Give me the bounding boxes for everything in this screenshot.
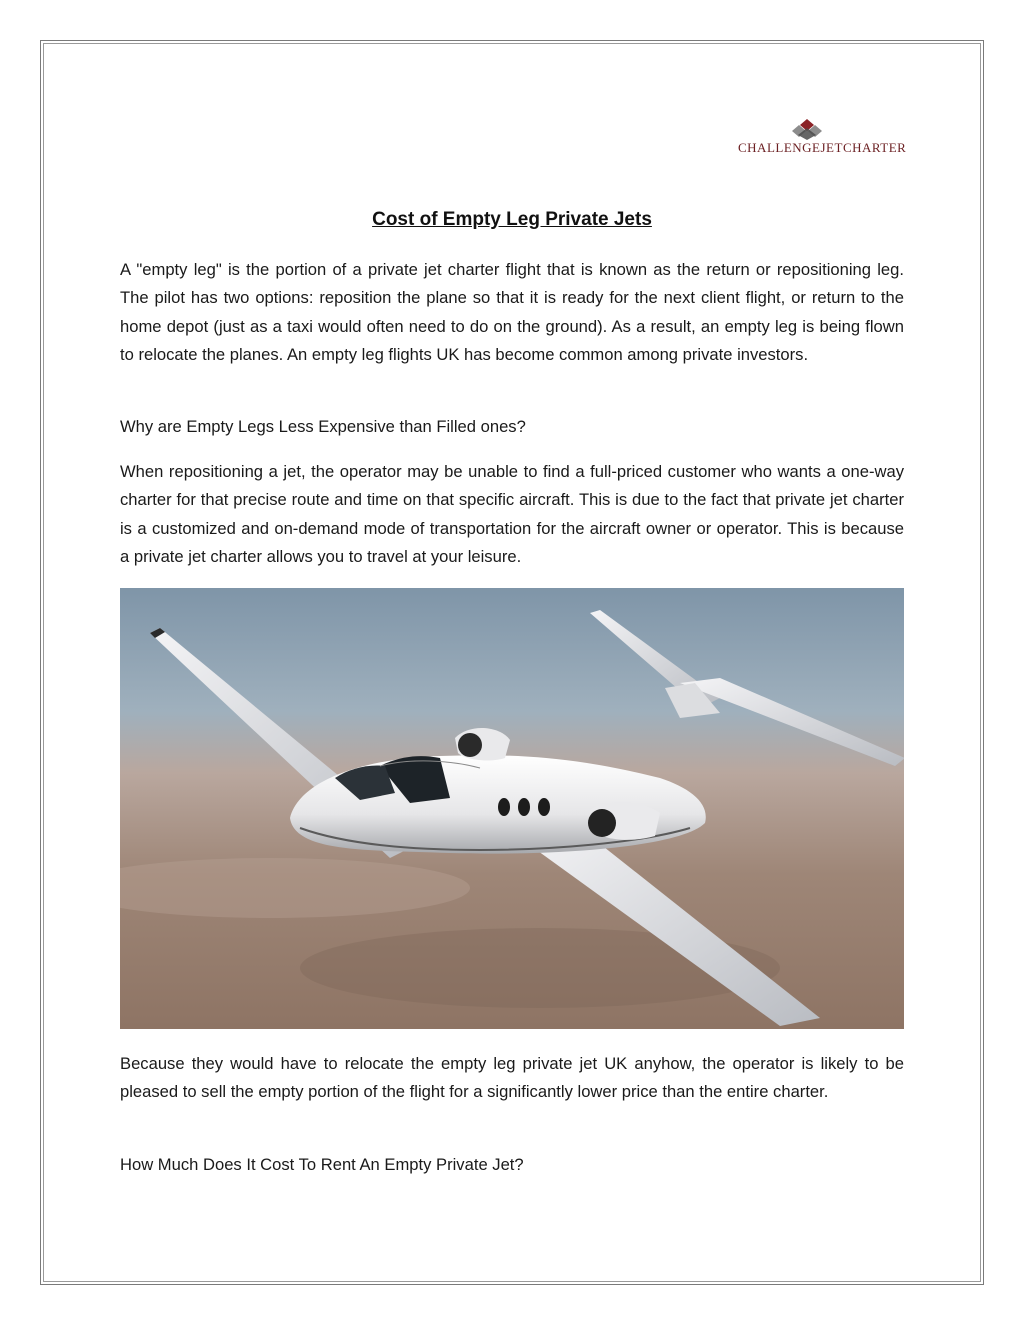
private-jet-photo [120,588,904,1029]
challenge-jet-charter-logo [738,116,907,156]
paragraph-empty-leg-definition: A "empty leg" is the portion of a private jet charter flight that is known as the return or repositioning leg. The pilot has two options: reposition the plane so that it is ready for the next client flight, or return to the home depot (just as a taxi would often need to do on the ground). As a result, an empty leg is being flown to relocate the planes. An empty leg flights UK has become common among private investors. [120,260,904,364]
logo-wordmark: CHALLENGEJETCHARTER [738,140,907,155]
document-title: Cost of Empty Leg Private Jets [372,209,652,230]
diamond-logo-icon [738,116,878,140]
question-why-less-expensive: Why are Empty Legs Less Expensive than Filled ones? [120,417,526,436]
airplane-illustration [120,588,904,1029]
paragraph-lower-price: Because they would have to relocate the empty leg private jet UK anyhow, the operator is likely to be pleased to sell the empty portion of the flight for a significantly lower price than the entire charter. [120,1054,904,1102]
paragraph-repositioning: When repositioning a jet, the operator may be unable to find a full-priced customer who wants a one-way charter for that precise route and time on that specific aircraft. This is due to the fact that private jet charter is a customized and on-demand mode of transportation for the aircraft owner or operator. This is because a private jet charter allows you to travel at your leisure. [120,462,904,566]
question-how-much-cost: How Much Does It Cost To Rent An Empty Private Jet? [120,1155,524,1174]
